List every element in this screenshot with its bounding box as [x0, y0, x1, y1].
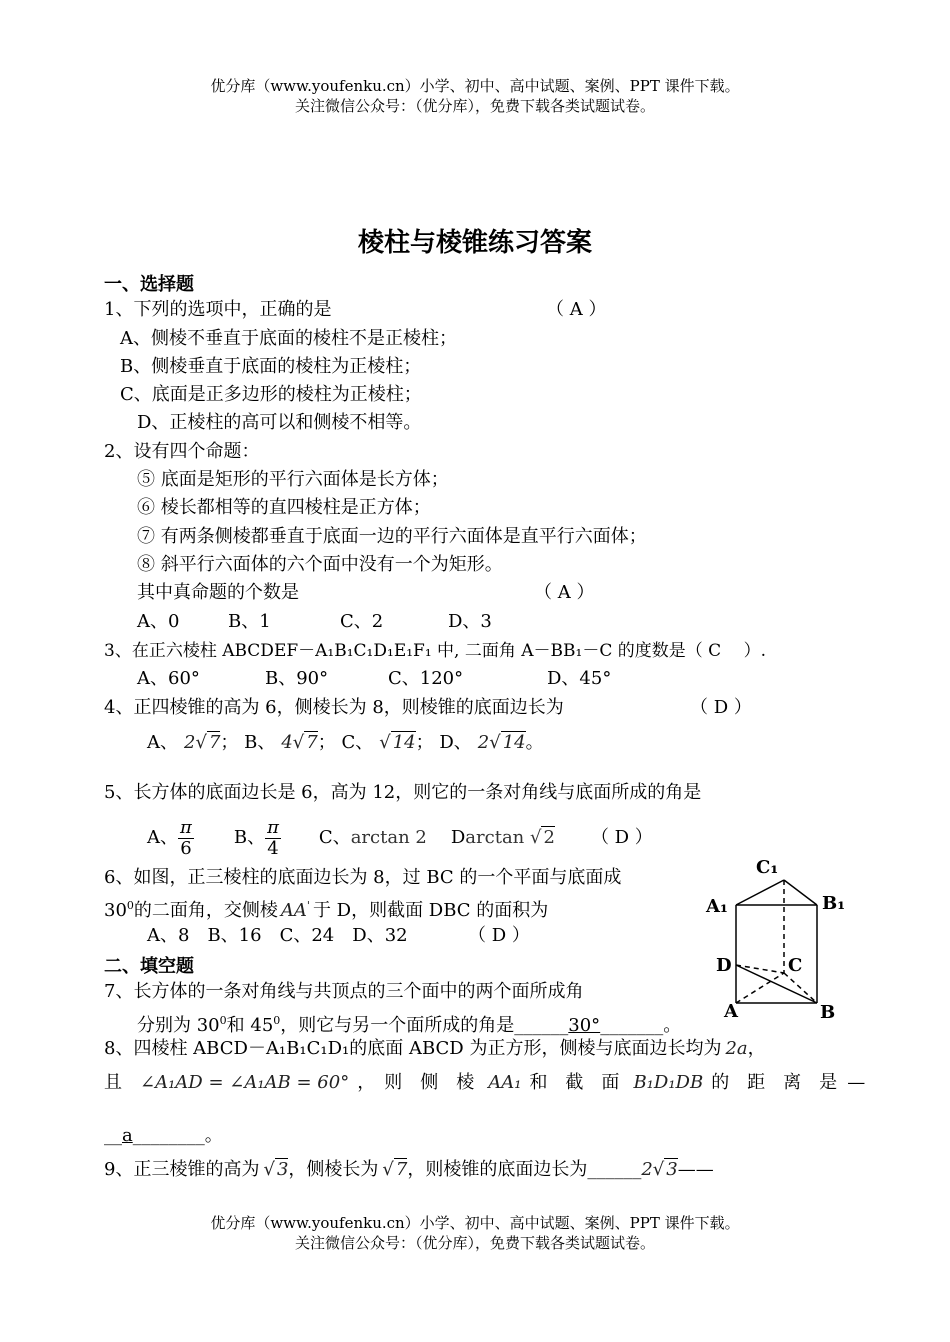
q5-option-b-label: B、 — [233, 827, 266, 848]
q4-a-radicand: 7 — [208, 732, 221, 753]
q3-option-c: C、120° — [388, 668, 464, 689]
q9-blank-end: —— — [677, 1159, 714, 1180]
q2-proposition-2: ⑥ 棱长都相等的直四棱柱是正方体； — [137, 497, 431, 518]
footer-line-1: 优分库（www.youfenku.cn）小学、初中、高中试题、案例、PPT 课件下载。 — [210, 1214, 740, 1232]
q8-answer: a — [122, 1125, 133, 1146]
q7-angle-2: 和 45 — [226, 1015, 274, 1036]
q4-c-radicand: 14 — [392, 732, 416, 753]
q8-line-1 — [104, 1037, 766, 1061]
q9-edge-radicand: 7 — [395, 1159, 408, 1180]
edge-cb-hidden — [784, 973, 817, 1003]
q5-b-numerator: π — [267, 816, 279, 838]
q2-option-a: A、0 — [137, 611, 180, 632]
q1-option-d: D、正棱柱的高可以和侧棱不相等。 — [137, 412, 422, 433]
q8-edge-length: 2a — [725, 1038, 748, 1059]
q5-option-d-value: arctan √ 2 — [465, 827, 555, 848]
q5-a-denominator: 6 — [180, 837, 192, 859]
q9-stem: 9、正三棱锥的高为 — [104, 1159, 260, 1180]
q9-height: √ 3 — [263, 1159, 289, 1180]
q4-d-coef: 2 — [477, 732, 490, 753]
edge-c1b1 — [784, 880, 817, 905]
label-c: C — [788, 955, 803, 976]
q8-de: 的 距 离 是 — [711, 1072, 838, 1093]
label-a1: A₁ — [706, 896, 728, 917]
q4-options — [147, 731, 544, 755]
q2-proposition-1: ⑤ 底面是矩形的平行六面体是长方体； — [137, 469, 449, 490]
q5-a-numerator: π — [180, 816, 192, 838]
q5-d-arctan: arctan — [465, 827, 525, 848]
q1-stem: 1、下列的选项中，正确的是 — [104, 299, 332, 320]
q2-proposition-3: ⑦ 有两条侧棱都垂直于底面一边的平行六面体是直平行六面体； — [137, 526, 647, 547]
q5-option-c-value: arctan 2 — [350, 827, 427, 848]
q8-he: 和 截 面 — [529, 1072, 620, 1093]
q8-line-3 — [104, 1124, 223, 1148]
q6-answer: （ D ） — [468, 925, 530, 946]
edge-a1c1 — [736, 880, 784, 905]
label-c1: C₁ — [756, 857, 779, 878]
q9-question: ，则棱锥的底面边长为 — [407, 1159, 588, 1180]
q1-option-b: B、侧棱垂直于底面的棱柱为正棱柱； — [120, 356, 422, 377]
footer-line-2: 关注微信公众号：（优分库），免费下载各类试题试卷。 — [294, 1234, 655, 1252]
q4-d-radicand: 14 — [502, 732, 526, 753]
q8-end: 。 — [204, 1125, 223, 1146]
q7-blank-end: _______ — [600, 1015, 664, 1036]
q3-option-d: D、45° — [547, 668, 612, 689]
q8-edge-aa1: AA₁ — [488, 1072, 522, 1093]
q4-option-c-value: √ 14 — [379, 732, 416, 753]
q2-option-c: C、2 — [340, 611, 384, 632]
q6-line-2 — [104, 894, 548, 923]
q5-answer: （ D ） — [590, 827, 653, 848]
q8-ze: ， 则 侧 棱 — [357, 1072, 475, 1093]
q6-edge-aa — [281, 900, 310, 921]
q4-option-a-value: 2√ 7 — [184, 732, 221, 753]
label-d: D — [716, 955, 732, 976]
q4-option-c-label: ； C、 — [317, 732, 374, 753]
q3-option-a: A、60° — [137, 668, 200, 689]
q6-line-1: 6、如图，正三棱柱的底面边长为 8，过 BC 的一个平面与底面成 — [104, 867, 622, 888]
q7-sup-2: 0 — [273, 1014, 281, 1027]
q5-d-radicand: 2 — [543, 827, 555, 848]
q7-question: ，则它与另一个面所成的角是 — [280, 1015, 515, 1036]
q8-line-2 — [104, 1071, 865, 1095]
q5-option-d-label: D — [450, 827, 466, 848]
q9-line — [104, 1158, 714, 1182]
section-choice-heading: 一、选择题 — [104, 274, 194, 295]
q3-option-b: B、90° — [265, 668, 329, 689]
q4-b-coef: 4 — [281, 732, 293, 753]
q3-stem: 3、在正六棱柱 ABCDEF－A₁B₁C₁D₁E₁F₁ 中, 二面角 A－BB₁－C 的度数是（ C ）. — [104, 641, 766, 661]
q1-option-c: C、底面是正多边形的棱柱为正棱柱； — [120, 384, 422, 405]
edge-ac-hidden — [736, 973, 784, 1003]
section-fill-heading: 二、填空题 — [104, 956, 194, 977]
q4-option-b-label: ； B、 — [220, 732, 276, 753]
q4-stem: 4、正四棱锥的高为 6，侧棱长为 8，则棱锥的底面边长为 — [104, 697, 564, 718]
q8-angle-condition: ∠A₁AD = ∠A₁AB = 60° — [140, 1072, 350, 1093]
q5-option-b-fraction — [265, 818, 281, 859]
q1-option-a: A、侧棱不垂直于底面的棱柱不是正棱柱； — [120, 328, 457, 349]
q6-line-2-end: 于 D，则截面 DBC 的面积为 — [312, 900, 549, 921]
q9-mid: ，侧棱长为 — [288, 1159, 379, 1180]
label-b1: B₁ — [822, 893, 846, 914]
q8-stem: 8、四棱柱 ABCD－A₁B₁C₁D₁的底面 ABCD 为正方形，侧棱与底面边长均为 — [104, 1038, 722, 1059]
q6-line-2-text: 的二面角，交侧棱 — [133, 900, 278, 921]
q6-options: A、8 B、16 C、24 D、32 — [147, 925, 408, 946]
q9-answer-coef: 2 — [641, 1159, 653, 1180]
q9-answer-radicand: 3 — [666, 1159, 678, 1180]
q9-answer: 2√ 3 — [641, 1159, 678, 1180]
q4-a-coef: 2 — [184, 732, 196, 753]
q8-qie: 且 — [104, 1072, 122, 1093]
q7-line-2 — [137, 1009, 681, 1038]
q8-comma: ， — [747, 1038, 766, 1059]
q9-blank-start: ______ — [587, 1159, 642, 1180]
q4-answer: （ D ） — [690, 697, 752, 718]
q4-option-d-value: 2√ 14 — [477, 732, 526, 753]
q6-aa-text: AA — [280, 900, 307, 921]
q5-option-a-fraction — [178, 818, 194, 859]
q4-b-radicand: 7 — [306, 732, 318, 753]
q2-answer: （ A ） — [534, 582, 595, 603]
q9-height-radicand: 3 — [276, 1159, 289, 1180]
q7-answer: 30° — [568, 1015, 601, 1036]
q4-end: 。 — [525, 732, 544, 753]
q1-answer: （ A ） — [546, 299, 607, 320]
edge-db — [736, 965, 817, 1003]
q5-option-a-label: A、 — [147, 827, 178, 848]
q2-option-d: D、3 — [448, 611, 492, 632]
q8-section: B₁D₁DB — [633, 1072, 704, 1093]
q7-blank-start: ______ — [514, 1015, 569, 1036]
q6-angle-sup: 0 — [126, 899, 134, 912]
q8-blank-start: __ — [104, 1125, 122, 1146]
label-a: A — [724, 1001, 738, 1022]
label-b: B — [820, 1002, 836, 1023]
q6-angle-value: 30 — [104, 900, 127, 921]
q6-aa-prime: ' — [306, 899, 310, 912]
q7-end: 。 — [663, 1015, 682, 1036]
q7-line-1: 7、长方体的一条对角线与共顶点的三个面中的两个面所成角 — [104, 981, 584, 1002]
page-title: 棱柱与棱锥练习答案 — [357, 228, 592, 258]
q9-edge: √ 7 — [382, 1159, 408, 1180]
q7-sup-1: 0 — [219, 1014, 227, 1027]
q7-angle-1: 分别为 30 — [137, 1015, 220, 1036]
header-line-1: 优分库（www.youfenku.cn）小学、初中、高中试题、案例、PPT 课件下载。 — [210, 77, 740, 95]
q2-stem: 2、设有四个命题： — [104, 441, 260, 462]
prism-figure — [700, 855, 850, 1025]
q8-blank-end: ________ — [132, 1125, 205, 1146]
q5-stem: 5、长方体的底面边长是 6，高为 12，则它的一条对角线与底面所成的角是 — [104, 782, 702, 803]
q2-question: 其中真命题的个数是 — [137, 582, 299, 603]
q2-proposition-4: ⑧ 斜平行六面体的六个面中没有一个为矩形。 — [137, 554, 503, 575]
q5-options — [147, 815, 653, 861]
q2-option-b: B、1 — [228, 611, 271, 632]
q4-option-d-label: ； D、 — [415, 732, 472, 753]
q4-option-b-value: 4√ 7 — [281, 732, 318, 753]
q5-b-denominator: 4 — [267, 837, 279, 859]
header-line-2: 关注微信公众号：（优分库），免费下载各类试题试卷。 — [294, 97, 655, 115]
q4-option-a-label: A、 — [147, 732, 178, 753]
q8-dash: — — [847, 1072, 866, 1093]
q5-option-c-label: C、 — [318, 827, 351, 848]
